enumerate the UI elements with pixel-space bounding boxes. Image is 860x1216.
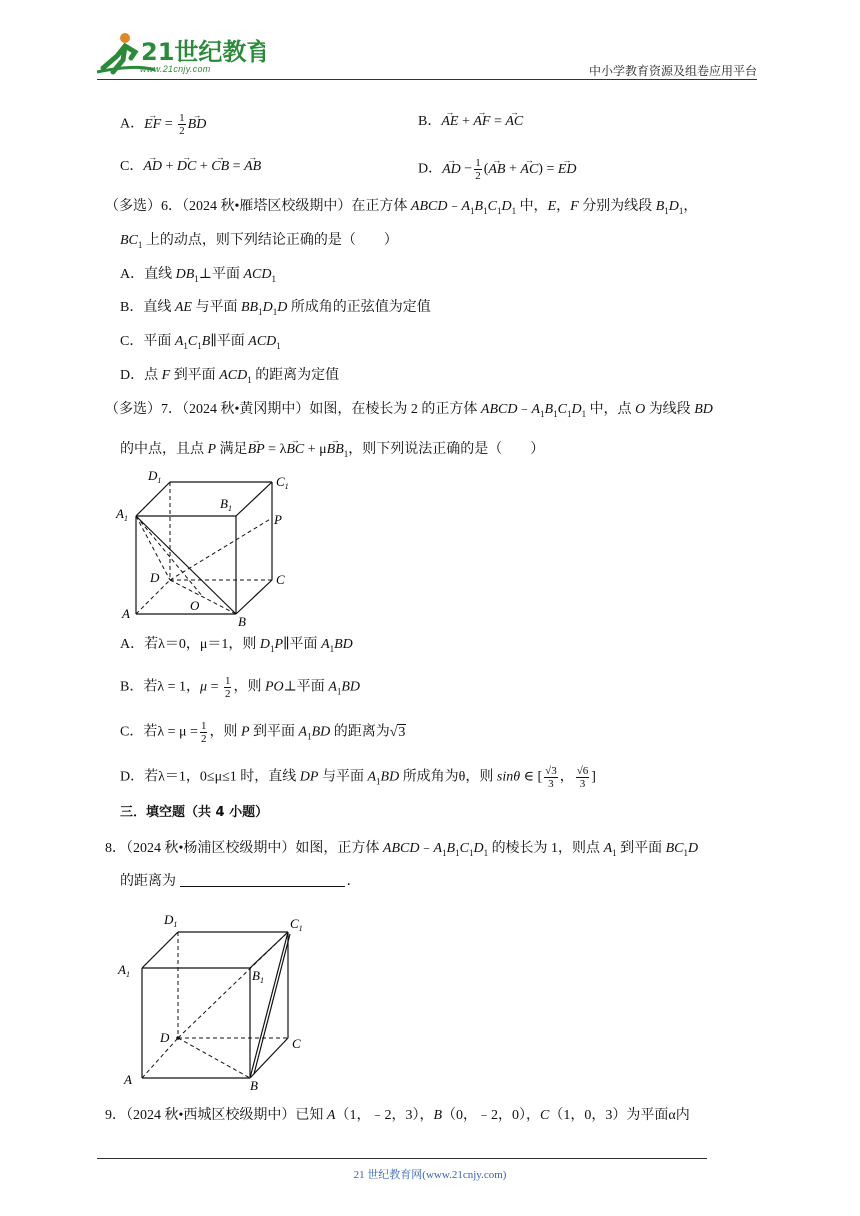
svg-text:D1: $D_1$ [164,912,178,929]
svg-text:D1: $D_1$ [148,468,162,485]
footer-text[interactable]: 21 世纪教育网(www.21cnjy.com) [353,1169,507,1181]
section-heading: 三．填空题（共 4 小题） [120,805,269,820]
svg-text:A: A [122,606,130,621]
q7-stem-line1: （多选）7．（2024 秋•黄冈期中）如图，在棱长为 2 的正方体 $ABCD﹣A_1B_1C_1D_1$ 中，点 O 为线段 BD [105,402,713,419]
q7-stem-line2: 的中点，且点 P 满足→ BP = λ→ BC + $\mu\to BB_1$，则下列说法正确的是（ ） [120,440,544,464]
q5-option-c: C．→ AD + → DC + → CB = → AB [120,157,261,177]
svg-text:P: P [274,512,282,527]
svg-text:A1: $A_1$ [116,506,128,523]
logo-text: 21世纪教育 [141,38,265,66]
q6-option-d: D．点 F 到平面 $ACD_1$ 的距离为定值 [120,368,340,385]
q5-option-a: A．→ EF = $\frac{1}{2}$ → BD [120,112,206,137]
svg-text:C: C [276,572,285,587]
svg-text:O: O [190,598,200,613]
footer-divider [97,1158,707,1159]
q6-option-c: C．平面 $A_1C_1B\parallel$平面 $ACD_1$ [120,334,281,351]
q6-option-a: A．直线 $DB_1\perp$平面 $ACD_1$ [120,267,276,284]
q7-cube-figure [112,466,302,628]
q7-option-d: D．若λ＝1，0≤μ≤1 时，直线 DP 与平面 $A_1BD$ 所成角为θ，则 sinθ ∈ [ $\frac{√3}{3}$ ， $\frac{√6}{3}$ ] [120,765,596,790]
svg-text:C1: $C_1$ [276,474,289,491]
answer-blank[interactable] [180,872,345,887]
q6-stem-line2: $BC_1$ 上的动点，则下列结论正确的是（ ） [120,233,398,250]
q7-option-b: B．若λ = 1，μ = $\frac{1}{2}$ ，则 PO⊥平面 $A_1BD$ [120,675,361,700]
svg-text:D: D [150,570,160,585]
logo-url: www.21cnjy.com [140,64,211,74]
platform-name: 中小学教育资源及组卷应用平台 [588,64,757,78]
q5-option-d: D．→ AD − $\frac{1}{2}$ (→ AB + → AC) = → ED [418,157,577,182]
header-divider [97,79,757,80]
q7-option-a: A．若λ＝0，μ＝1，则 $D_1P\parallel$平面 $A_1BD$ [120,637,353,654]
q8-stem-line1: 8．（2024 秋•杨浦区校级期中）如图，正方体 $ABCD﹣A_1B_1C_1D_1$ 的棱长为 1，则点 $A_1$ 到平面 $BC_1D$ [105,841,699,858]
svg-text:A: A [124,1072,132,1087]
svg-text:C: C [292,1036,301,1051]
svg-text:B: B [238,614,246,628]
svg-text:C1: $C_1$ [290,916,303,933]
svg-text:B1: $B_1$ [220,496,232,513]
q8-stem-line2: 的距离为 ． [120,874,361,889]
svg-text:B1: $B_1$ [252,968,264,985]
q7-option-c: C．若λ = μ = $\frac{1}{2}$ ，则 P 到平面 $A_1BD$ 的距离为√3 [120,720,406,745]
svg-text:A1: $A_1$ [118,962,130,979]
q9-stem-line1: 9．（2024 秋•西城区校级期中）已知 A（1，﹣2，3），B（0，﹣2，0），C（1，0，3）为平面α内 [105,1108,690,1123]
q6-stem-line1: （多选）6．（2024 秋•雁塔区校级期中）在正方体 $ABCD﹣A_1B_1C_1D_1$ 中，E，F 分别为线段 $B_1D_1$， [105,199,698,216]
q8-cube-figure [112,904,312,1094]
svg-text:B: B [250,1078,258,1093]
q5-option-b: B．→ AE + → AF = → AC [418,112,523,132]
q6-option-b: B．直线 AE 与平面 $BB_1D_1D$ 所成角的正弦值为定值 [120,300,431,317]
svg-text:D: D [160,1030,170,1045]
